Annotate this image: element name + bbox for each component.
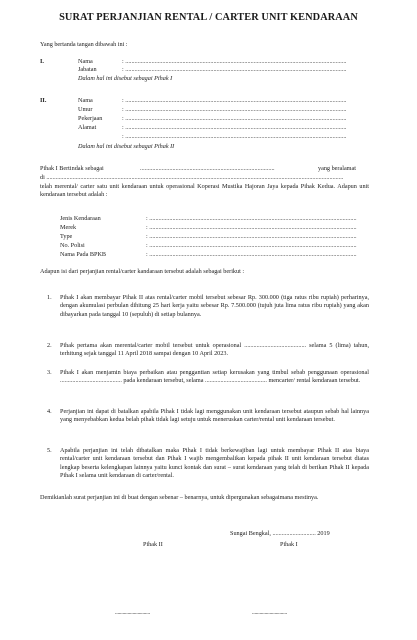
clause-5-number: 5. bbox=[47, 447, 52, 454]
clause-1-number: 1. bbox=[47, 294, 52, 301]
party2-name-label: Nama bbox=[78, 97, 93, 104]
party2-address-label: Alamat bbox=[78, 124, 97, 131]
party1-name-value: : ............................................................................................................................................... bbox=[122, 58, 347, 65]
party2-job-label: Pekerjaan bbox=[78, 115, 103, 122]
party1-name-label: Nama bbox=[78, 58, 93, 65]
party2-age-label: Umur bbox=[78, 106, 93, 113]
clause-2-text: Pihak pertama akan merental/carter mobil tersebut untuk operasional ........................................ selama 5 (lima) tahun, terhitung sejak tanggal 11 April 2018 sampai dengan 10 April 2023. bbox=[60, 342, 369, 358]
statement-line3: telah merental/ carter satu unit kendaraan untuk operasional Koperasi Mustika Hajoran Jaya kepada Pihak Kedua. Adapun unit kendaraan tersebut adalah : bbox=[40, 183, 369, 199]
party2-note: Dalam hal ini disebut sebagai Pihak II bbox=[78, 143, 175, 150]
party2-age-value: : ............................................................................................................................................... bbox=[122, 106, 347, 113]
clause-5-text: Apabila perjanjian ini telah dibatalkan maka Pihak I tidak berkewajiban lagi untuk membayar Pihak II atas biaya rental/carter unit kendaraan tersebut dan Pihak I wajib mengembalikan kepada pihak II unit kendaraan tersebut diatas lengkap beserta kelengkapan lainnya yaitu kunci kontak dan surat – surat kendaraan yang telah di berikan Pihak II kepada Pihak I selama unit kendaraan di carter/rental. bbox=[60, 447, 369, 480]
statement-line1-right: yang beralamat bbox=[318, 165, 356, 172]
vehicle-model-value: : ...................................................................................................................................... bbox=[146, 233, 357, 240]
party1-position-label: Jabatan bbox=[78, 66, 97, 73]
clause-4-text: Perjanjian ini dapat di batalkan apabila Pihak I tidak lagi menggunakan unit kendaraan tersebut ataupun sebab hal lainnya yang menyebabkan kedua belah pihak tidak lagi setuju untuk meneruskan carter/rental unit kendaraan tersebut. bbox=[60, 408, 369, 424]
vehicle-plate-value: : ...................................................................................................................................... bbox=[146, 242, 357, 249]
party1-position-value: : ............................................................................................................................................... bbox=[122, 66, 347, 73]
party2-job-value: : ............................................................................................................................................... bbox=[122, 115, 347, 122]
place-date: Sungai Bengkal, ............................ 2019 bbox=[230, 530, 330, 537]
clause-3-text: Pihak I akan menjamin biaya perbaikan atau penggantian setiap kerusakan yang timbul sebab penggunaan operasional ........................................ pada kendaraan tersebut, selama ........................................ mencarter/ rental kendaraan tersebut. bbox=[60, 369, 369, 385]
party2-address-value-2: : ............................................................................................................................................... bbox=[122, 133, 347, 140]
vehicle-brand-label: Merek bbox=[60, 224, 77, 231]
party1-number: I. bbox=[40, 58, 44, 65]
statement-line1-left: Pihak I Bertindak sebagai bbox=[40, 165, 104, 172]
document-title: SURAT PERJANJIAN RENTAL / CARTER UNIT KENDARAAN bbox=[59, 12, 358, 23]
party2-number: II. bbox=[40, 97, 47, 104]
signature-left-label: Pihak II bbox=[143, 541, 163, 548]
signature-left-line: ............................ bbox=[115, 609, 150, 616]
vehicle-plate-label: No. Polisi bbox=[60, 242, 85, 249]
vehicle-brand-value: : ...................................................................................................................................... bbox=[146, 224, 357, 231]
signature-right-label: Pihak I bbox=[280, 541, 298, 548]
party2-name-value: : ............................................................................................................................................... bbox=[122, 97, 347, 104]
party1-note: Dalam hal ini disebut sebagai Pihak I bbox=[78, 75, 173, 82]
agreement-intro: Adapun isi dari perjanjian rental/carter kandaraan tersebut adalah sebagai berikut : bbox=[40, 268, 245, 275]
clause-1-text: Pihak I akan membayar Pihak II atas rental/carter mobil tersebut sebesar Rp. 300.000 (tiga ratus ribu rupiah) perharinya, dengan akumulasi perbulan dihitung 25 hari kerja yaitu sebesar Rp. 7.500.000 (tujuh juta lima ratus ribu rupiah) yang akan dibayarkan pada tanggal 10 (sepuluh) di setiap bulannya. bbox=[60, 294, 369, 318]
clause-3-number: 3. bbox=[47, 369, 52, 376]
closing-text: Demikianlah surat perjanjian ini di buat dengan sebenar – benarnya, untuk dipergunakan sebagaimana mestinya. bbox=[40, 494, 319, 501]
vehicle-type-label: Jenis Kendaraan bbox=[60, 215, 101, 222]
vehicle-bpkb-value: : ...................................................................................................................................... bbox=[146, 251, 357, 258]
signature-right-line: ............................ bbox=[252, 609, 287, 616]
vehicle-bpkb-label: Nama Pada BPKB bbox=[60, 251, 107, 258]
clause-2-number: 2. bbox=[47, 342, 52, 349]
vehicle-model-label: Type bbox=[60, 233, 73, 240]
clause-4-number: 4. bbox=[47, 408, 52, 415]
vehicle-type-value: : ...................................................................................................................................... bbox=[146, 215, 357, 222]
intro-text: Yang bertanda tangan dibawah ini : bbox=[40, 41, 128, 48]
party2-address-value: : ............................................................................................................................................... bbox=[122, 124, 347, 131]
statement-line1-dots: ....................................................................................... bbox=[140, 165, 275, 172]
statement-line2: di ................................................................................................................................................................................................ bbox=[40, 174, 344, 181]
